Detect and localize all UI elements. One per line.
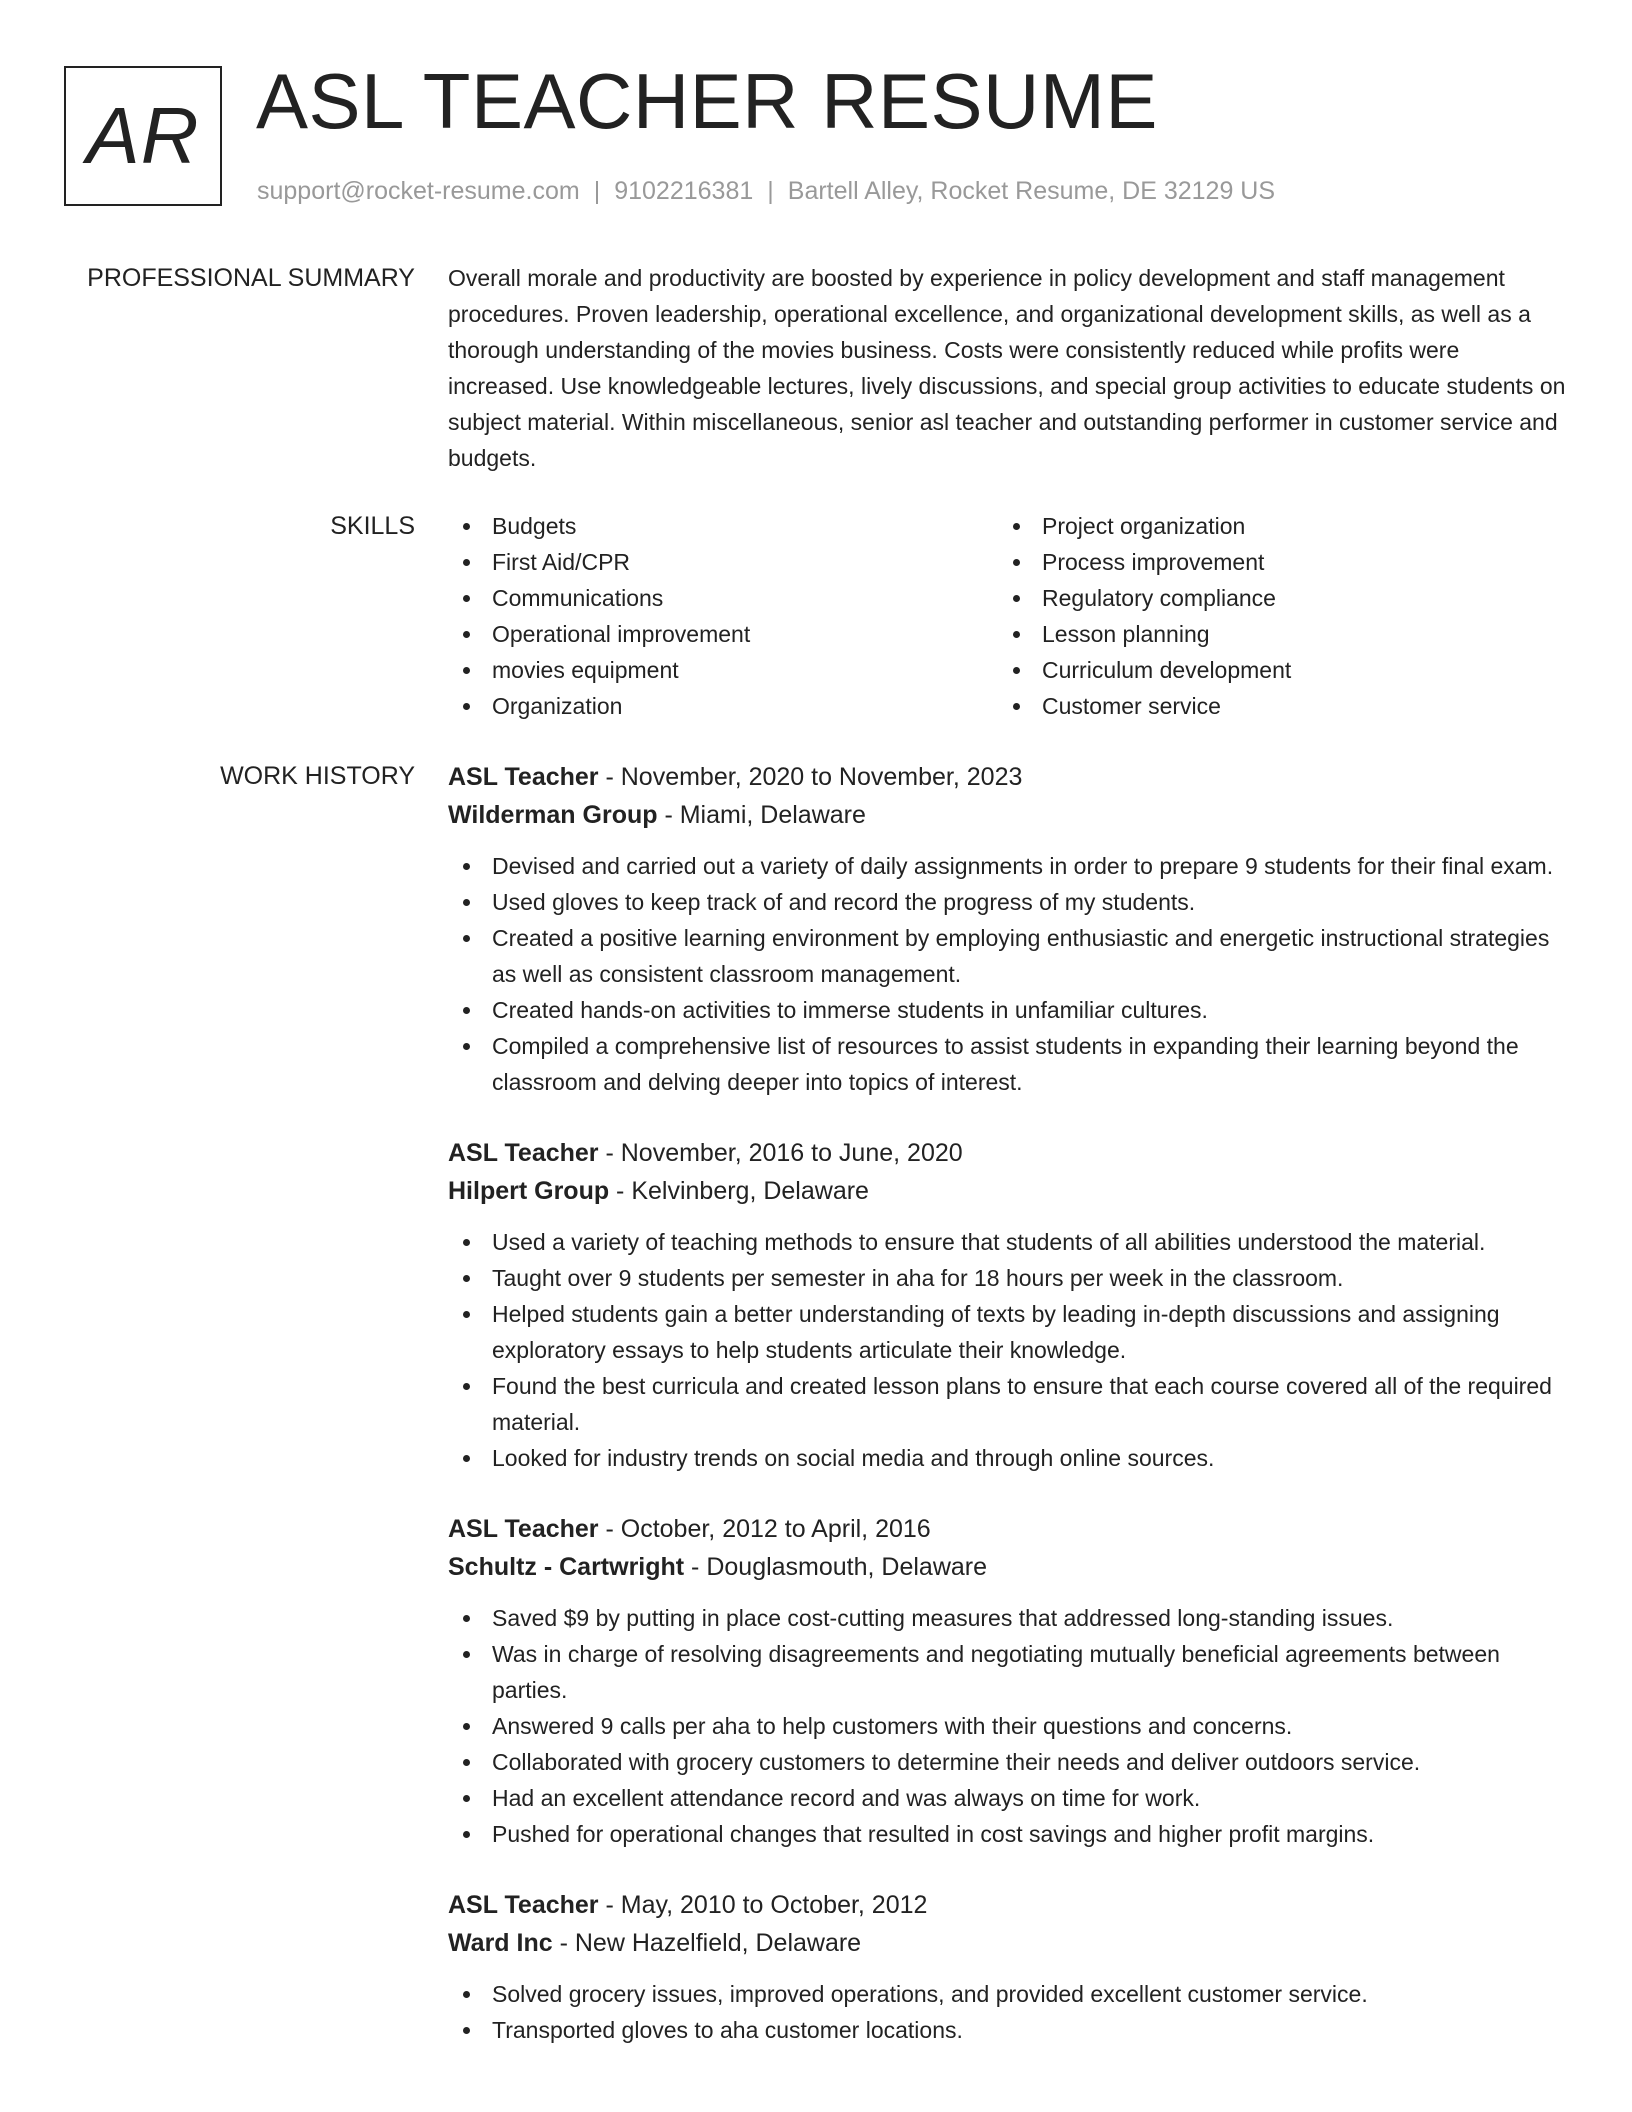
job-dates: - May, 2010 to October, 2012	[598, 1891, 928, 1919]
skills-list-left	[448, 508, 998, 724]
job-dates: - October, 2012 to April, 2016	[598, 1515, 931, 1543]
job-location: - Douglasmouth, Delaware	[684, 1553, 988, 1581]
contact-line	[257, 174, 1275, 208]
job-entry	[448, 758, 1570, 1100]
job-location: - Kelvinberg, Delaware	[609, 1177, 869, 1205]
job-title-line	[448, 758, 1570, 796]
job-bullet: Created a positive learning environment by employing enthusiastic and energetic instructional strategies as well as consistent classroom management.	[448, 920, 1570, 992]
job-company: Ward Inc	[448, 1929, 553, 1957]
skill-item: movies equipment	[448, 652, 998, 688]
job-bullets	[448, 1976, 1570, 2048]
skill-item: Lesson planning	[998, 616, 1548, 652]
summary-text: Overall morale and productivity are boosted by experience in policy development and staff management procedures. Proven leadership, operational excellence, and organizational development skills, as well as a thorough understanding of the movies business. Costs were consistently reduced while profits were increased. Use knowledgeable lectures, lively discussions, and special group activities to educate students on subject material. Within miscellaneous, senior asl teacher and outstanding performer in customer service and budgets.	[448, 265, 1566, 471]
job-bullets	[448, 1600, 1570, 1852]
job-bullet: Looked for industry trends on social media and through online sources.	[448, 1440, 1570, 1476]
contact-phone[interactable]: 9102216381	[614, 177, 754, 205]
skills-list-right	[998, 508, 1548, 724]
job-title-line	[448, 1886, 1570, 1924]
work-history-heading: WORK HISTORY	[220, 762, 415, 790]
job-company-line	[448, 1172, 1570, 1210]
skill-item: Budgets	[448, 508, 998, 544]
job-title: ASL Teacher	[448, 1139, 599, 1167]
job-company-line	[448, 1924, 1570, 1962]
job-bullet: Pushed for operational changes that resulted in cost savings and higher profit margins.	[448, 1816, 1570, 1852]
skill-item: Curriculum development	[998, 652, 1548, 688]
job-dates: - November, 2016 to June, 2020	[598, 1139, 963, 1167]
job-bullet: Found the best curricula and created lesson plans to ensure that each course covered all of the required material.	[448, 1368, 1570, 1440]
contact-email[interactable]: support@rocket-resume.com	[257, 177, 580, 205]
skill-item: Process improvement	[998, 544, 1548, 580]
job-entry	[448, 1886, 1570, 2048]
job-dates: - November, 2020 to November, 2023	[598, 763, 1023, 791]
job-title: ASL Teacher	[448, 763, 599, 791]
job-bullet: Saved $9 by putting in place cost-cutting measures that addressed long-standing issues.	[448, 1600, 1570, 1636]
job-bullet: Used gloves to keep track of and record the progress of my students.	[448, 884, 1570, 920]
job-bullet: Created hands-on activities to immerse students in unfamiliar cultures.	[448, 992, 1570, 1028]
contact-separator: |	[593, 177, 601, 205]
job-bullet: Was in charge of resolving disagreements and negotiating mutually beneficial agreements between parties.	[448, 1636, 1570, 1708]
skill-item: Project organization	[998, 508, 1548, 544]
job-bullet: Used a variety of teaching methods to ensure that students of all abilities understood the material.	[448, 1224, 1570, 1260]
skill-item: Customer service	[998, 688, 1548, 724]
skills-heading: SKILLS	[330, 512, 415, 540]
job-location: - Miami, Delaware	[657, 801, 866, 829]
job-bullets	[448, 1224, 1570, 1476]
job-company: Schultz - Cartwright	[448, 1553, 685, 1581]
job-bullet: Transported gloves to aha customer locations.	[448, 2012, 1570, 2048]
job-bullet: Taught over 9 students per semester in aha for 18 hours per week in the classroom.	[448, 1260, 1570, 1296]
job-bullet: Devised and carried out a variety of daily assignments in order to prepare 9 students for their final exam.	[448, 848, 1570, 884]
skill-item: Regulatory compliance	[998, 580, 1548, 616]
job-bullet: Answered 9 calls per aha to help customers with their questions and concerns.	[448, 1708, 1570, 1744]
job-bullets	[448, 848, 1570, 1100]
contact-address: Bartell Alley, Rocket Resume, DE 32129 US	[787, 177, 1276, 205]
job-title-line	[448, 1510, 1570, 1548]
skills-body	[448, 508, 1570, 724]
skill-item: Organization	[448, 688, 998, 724]
job-title: ASL Teacher	[448, 1891, 599, 1919]
job-bullet: Helped students gain a better understanding of texts by leading in-depth discussions and assigning exploratory essays to help students articulate their knowledge.	[448, 1296, 1570, 1368]
job-company: Wilderman Group	[448, 801, 658, 829]
job-location: - New Hazelfield, Delaware	[552, 1929, 862, 1957]
skill-item: Operational improvement	[448, 616, 998, 652]
job-bullet: Compiled a comprehensive list of resources to assist students in expanding their learning beyond the classroom and delving deeper into topics of interest.	[448, 1028, 1570, 1100]
skill-item: First Aid/CPR	[448, 544, 998, 580]
job-company: Hilpert Group	[448, 1177, 610, 1205]
summary-body	[448, 260, 1570, 476]
skill-item: Communications	[448, 580, 998, 616]
job-bullet: Solved grocery issues, improved operations, and provided excellent customer service.	[448, 1976, 1570, 2012]
job-bullet: Collaborated with grocery customers to determine their needs and deliver outdoors service.	[448, 1744, 1570, 1780]
job-company-line	[448, 796, 1570, 834]
monogram-logo: AR	[64, 66, 222, 206]
work-history-body	[448, 758, 1570, 2082]
job-title-line	[448, 1134, 1570, 1172]
job-bullet: Had an excellent attendance record and was always on time for work.	[448, 1780, 1570, 1816]
contact-separator: |	[767, 177, 774, 205]
job-entry	[448, 1134, 1570, 1476]
job-title: ASL Teacher	[448, 1515, 599, 1543]
job-entry	[448, 1510, 1570, 1852]
summary-heading: PROFESSIONAL SUMMARY	[87, 264, 415, 292]
page-title: ASL TEACHER RESUME	[256, 57, 1158, 145]
job-company-line	[448, 1548, 1570, 1586]
